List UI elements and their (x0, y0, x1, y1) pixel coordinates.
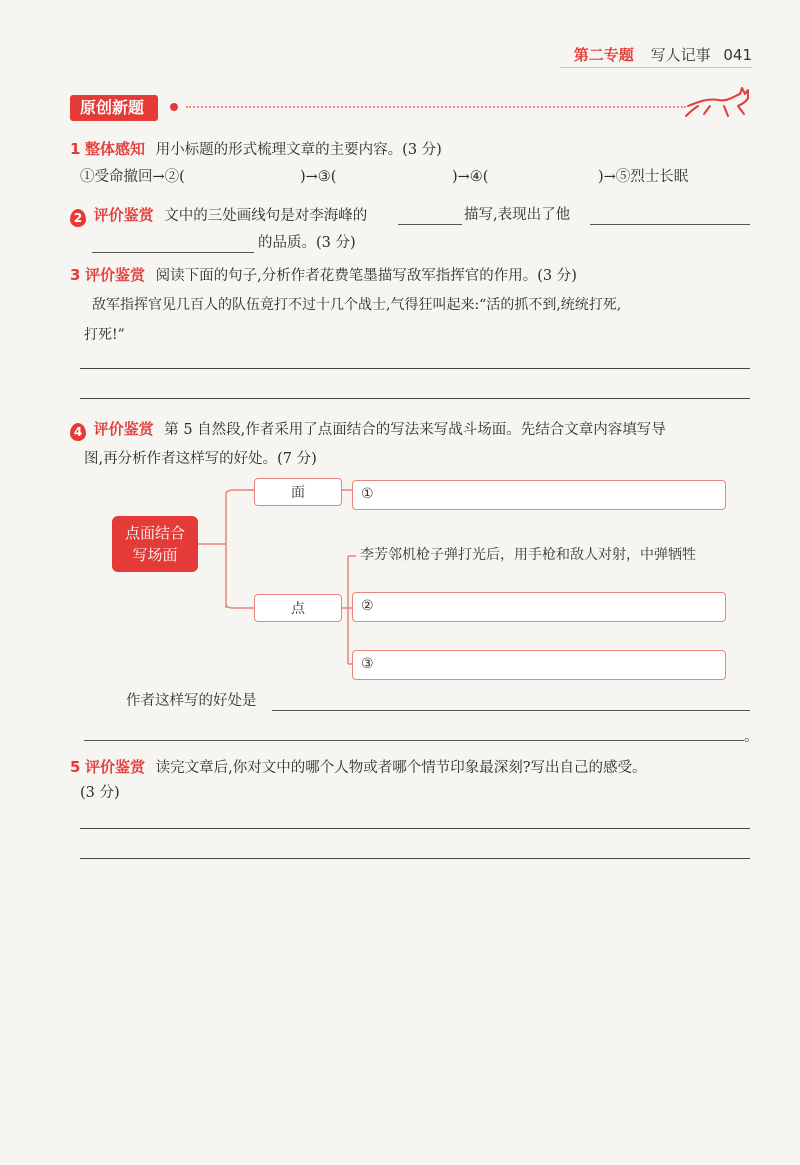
q1-chain-4: )→⑤烈士长眠 (598, 169, 689, 185)
question-score: (3 分) (80, 785, 120, 801)
q1-chain-3: )→④( (452, 169, 489, 185)
root-line-2: 写场面 (132, 546, 178, 564)
quote-line-1: 敌军指挥官见几百人的队伍竟打不过十几个战士,气得狂叫起来:“活的抓不到,统统打死, (92, 297, 622, 313)
question-tag: 评价鉴赏 (93, 420, 154, 438)
fill-box-2[interactable]: ② (352, 592, 726, 622)
q1-chain-2: )→③( (300, 169, 337, 185)
benefit-label: 作者这样写的好处是 (126, 693, 257, 709)
root-line-1: 点面结合 (124, 524, 185, 542)
quote-line-2: 打死!” (84, 327, 125, 343)
section-banner: 原创新题 (70, 95, 158, 121)
point-text: 李芳邻机枪子弹打光后，用手枪和敌人对射，中弹牺牲 (360, 547, 696, 563)
question-tag: 评价鉴赏 (93, 206, 154, 224)
chapter-title: 第二专题 (573, 46, 634, 64)
flame-number-icon: 4 (70, 423, 86, 441)
answer-line[interactable] (80, 828, 750, 829)
answer-line[interactable] (80, 858, 750, 859)
subject-title: 写人记事 (650, 46, 711, 64)
question-tag: 评价鉴赏 (85, 758, 146, 776)
question-text-line2: 图,再分析作者这样写的好处。(7 分) (84, 451, 317, 467)
question-tag: 整体感知 (85, 140, 146, 158)
question-text-part2: 描写,表现出了他 (464, 207, 571, 223)
end-mark: 。 (744, 729, 759, 745)
fill-box-1[interactable]: ① (352, 480, 726, 510)
question-text-part1: 文中的三处画线句是对李海峰的 (164, 208, 368, 224)
answer-line[interactable] (272, 710, 750, 711)
question-text: 读完文章后,你对文中的哪个人物或者哪个情节印象最深刻?写出自己的感受。 (155, 760, 647, 776)
question-text: 用小标题的形式梳理文章的主要内容。(3 分) (155, 142, 442, 158)
mindmap-root (112, 516, 198, 572)
node-dian: 点 (254, 594, 342, 622)
question-5 (70, 756, 647, 779)
fill-box-3[interactable]: ③ (352, 650, 726, 680)
question-text: 阅读下面的句子,分析作者花费笔墨描写敌军指挥官的作用。(3 分) (155, 268, 577, 284)
question-number: 1 (70, 140, 81, 158)
answer-line[interactable] (84, 740, 744, 741)
question-number: 3 (70, 266, 81, 284)
question-text-part3: 的品质。(3 分) (258, 235, 356, 251)
question-text-line1: 第 5 自然段,作者采用了点面结合的写法来写战斗场面。先结合文章内容填写导 (164, 422, 666, 438)
page-number: 041 (723, 46, 752, 64)
flame-number-icon: 2 (70, 209, 86, 227)
question-number: 5 (70, 758, 81, 776)
q1-chain-1: ①受命撤回→②( (80, 169, 185, 185)
question-tag: 评价鉴赏 (85, 266, 146, 284)
node-mian: 面 (254, 478, 342, 506)
